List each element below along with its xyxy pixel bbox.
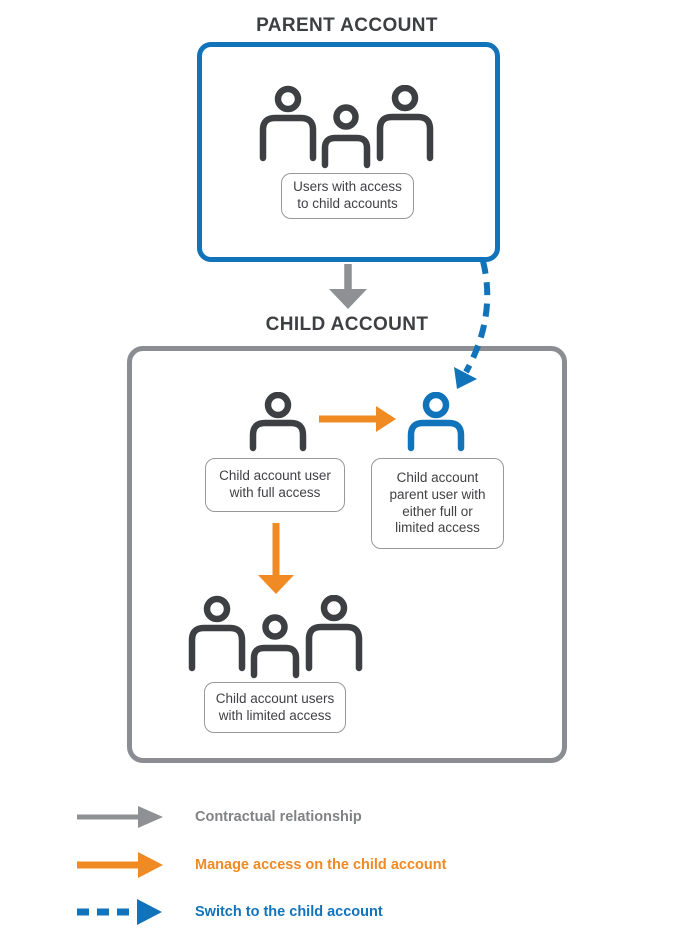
legend-row-manage [75,848,446,882]
child-account-box [127,346,567,763]
switch-account-dashed-arrow-icon [75,895,165,929]
parent-users-group-icon [259,85,434,169]
parent-users-label [281,173,414,219]
child-parent-user-label-text: Child account parent user with either full or limited access [389,470,486,536]
legend-manage-label: Manage access on the child account [195,857,447,873]
child-full-access-label-text: Child account user with full access [219,468,331,500]
child-limited-access-label-text: Child account users with limited access [215,690,335,723]
parent-account-title: PARENT ACCOUNT [256,15,438,36]
contractual-arrow-icon [75,800,165,834]
legend-switch-label: Switch to the child account [195,904,383,920]
legend-row-switch [75,895,383,929]
child-parent-user-label [371,458,504,549]
child-full-access-user-icon [249,392,307,452]
parent-users-label-text: Users with access to child accounts [293,179,402,211]
child-full-access-label [205,458,345,512]
contractual-relationship-arrow [329,264,367,309]
child-account-title: CHILD ACCOUNT [265,314,429,335]
legend-row-contractual [75,800,362,834]
manage-access-arrow-icon [75,848,165,882]
child-limited-access-label [204,682,346,733]
legend-contractual-label: Contractual relationship [195,809,362,825]
child-limited-users-group-icon [188,595,363,679]
child-parent-user-icon [407,392,465,452]
